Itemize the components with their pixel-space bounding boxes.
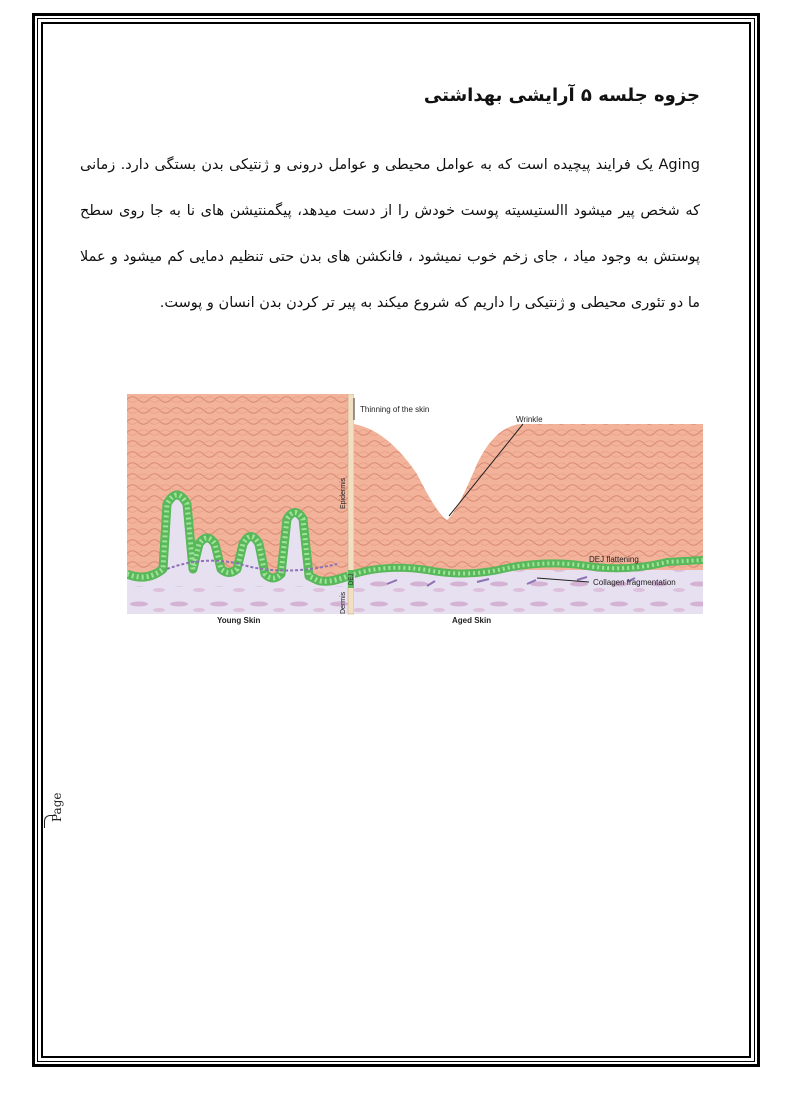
document-content: [80, 78, 700, 341]
document-title: جزوه جلسه ۵ آرایشی بهداشتی: [423, 85, 700, 106]
page-label-text: Page: [50, 792, 64, 822]
page-bracket-mark: [44, 815, 55, 828]
label-thinning: Thinning of the skin: [360, 405, 430, 414]
young-skin-panel: [127, 394, 348, 614]
label-collagen: Collagen fragmentation: [593, 578, 676, 587]
skin-aging-figure: [127, 394, 703, 626]
label-aged-skin: Aged Skin: [452, 616, 492, 625]
label-dej-flattening: DEJ flattening: [589, 555, 639, 564]
body-paragraph: Aging یک فرایند پیچیده است که به عوامل محیطی و عوامل درونی و ژنتیکی بدن بستگی دارد. زمانی که شخص پیر میشود االستیسیته پوست خودش را از دست میدهد، پیگمنتیشن های نا به جا روی سطح پوستش به وجود میاد ، جای زخم خوب نمیشود ، فانکشن های بدن حتی تنظیم دمایی کم میشود و عملا ما دو تئوری محیطی و ژنتیکی را داریم که شروع میکند به پیر تر کردن بدن انسان و پوست.: [80, 157, 700, 311]
label-dermis: Dermis: [340, 591, 347, 614]
label-dej: DEJ: [349, 573, 355, 585]
label-wrinkle: Wrinkle: [516, 415, 543, 424]
label-epidermis: Epidermis: [340, 477, 347, 509]
label-young-skin: Young Skin: [217, 616, 261, 625]
